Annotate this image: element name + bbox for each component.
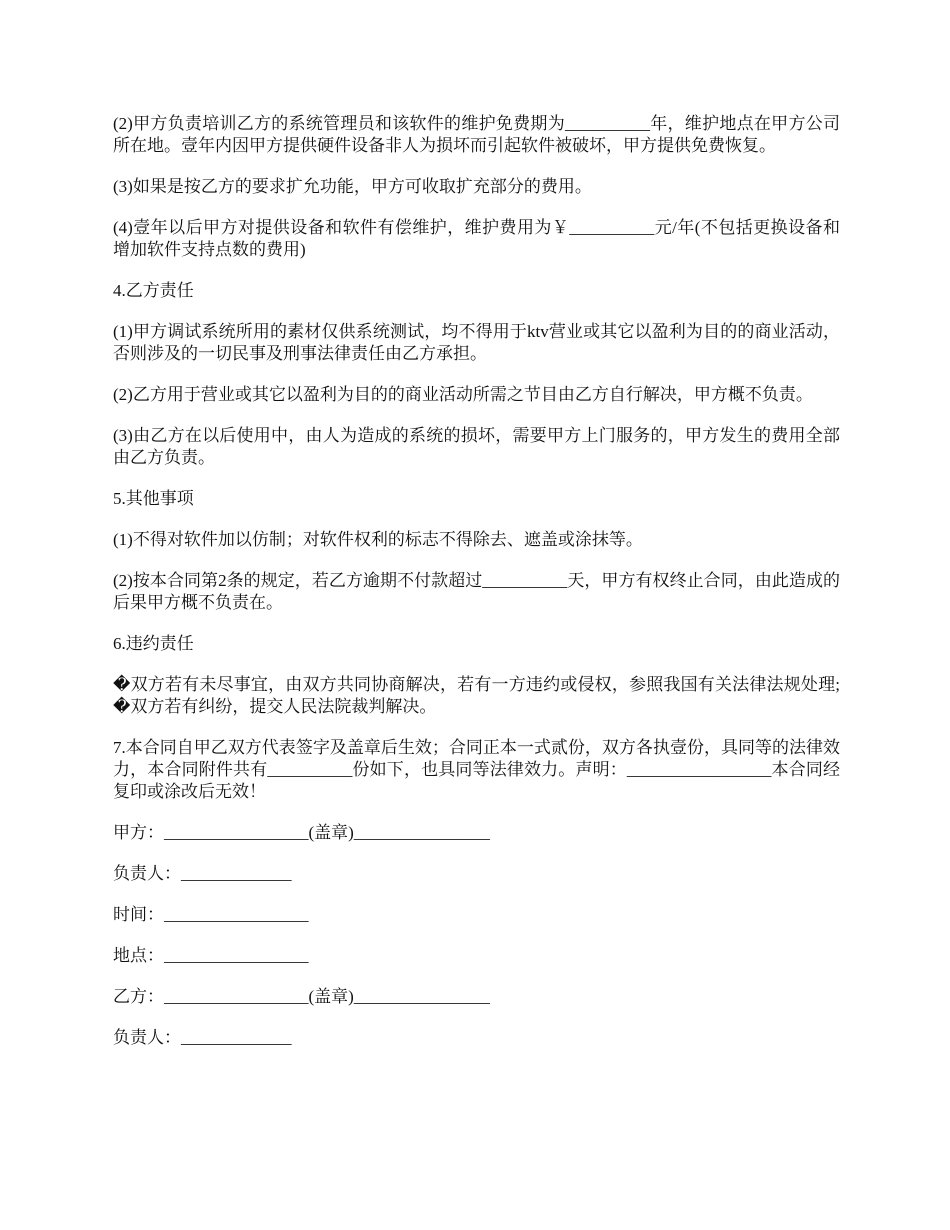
clause-7-effectiveness: 7.本合同自甲乙双方代表签字及盖章后生效；合同正本一式贰份，双方各执壹份，具同等的法律效力，本合同附件共有__________份如下，也具同等法律效力。声明：_________________本合同经复印或涂改后无效！ [113, 738, 840, 801]
signature-party-b-representative: 负责人：_____________ [113, 1028, 292, 1047]
clause-3-2-free-maintenance: (2)甲方负责培训乙方的系统管理员和该软件的维护免费期为__________年，维护地点在甲方公司所在地。壹年内因甲方提供硬件设备非人为损坏而引起软件被破坏，甲方提供免费恢复。 [113, 114, 840, 155]
signature-party-a-date: 时间：_________________ [113, 905, 309, 924]
signature-party-a-representative: 负责人：_____________ [113, 864, 292, 883]
signature-party-a: 甲方：_________________(盖章)________________ [113, 823, 490, 842]
clause-4-3: (3)由乙方在以后使用中，由人为造成的系统的损坏，需要甲方上门服务的，甲方发生的费用全部由乙方负责。 [113, 426, 840, 467]
signature-party-a-place: 地点：_________________ [113, 946, 309, 965]
clause-4-1: (1)甲方调试系统所用的素材仅供系统测试，均不得用于ktv营业或其它以盈利为目的的商业活动，否则涉及的一切民事及刑事法律责任由乙方承担。 [113, 322, 840, 363]
clause-5-2: (2)按本合同第2条的规定，若乙方逾期不付款超过__________天，甲方有权终止合同，由此造成的后果甲方概不负责在。 [113, 571, 840, 612]
clause-3-4-paid-maintenance: (4)壹年以后甲方对提供设备和软件有偿维护，维护费用为￥__________元/年(不包括更换设备和增加软件支持点数的费用) [113, 218, 840, 259]
document-page [113, 113, 840, 1068]
clause-6-dispute: �双方若有未尽事宜，由双方共同协商解决，若有一方违约或侵权，参照我国有关法律法规处理;�双方若有纠纷，提交人民法院裁判解决。 [113, 675, 840, 716]
section-heading-breach-liability: 6.违约责任 [113, 634, 194, 653]
section-heading-other-matters: 5.其他事项 [113, 489, 194, 508]
clause-4-2: (2)乙方用于营业或其它以盈利为目的的商业活动所需之节目由乙方自行解决，甲方概不负责。 [113, 385, 813, 404]
clause-3-3-extension-fee: (3)如果是按乙方的要求扩允功能，甲方可收取扩充部分的费用。 [113, 177, 592, 196]
section-heading-party-b-duties: 4.乙方责任 [113, 281, 194, 300]
signature-party-b: 乙方：_________________(盖章)________________ [113, 987, 490, 1006]
clause-5-1: (1)不得对软件加以仿制；对软件权利的标志不得除去、遮盖或涂抹等。 [113, 530, 643, 549]
